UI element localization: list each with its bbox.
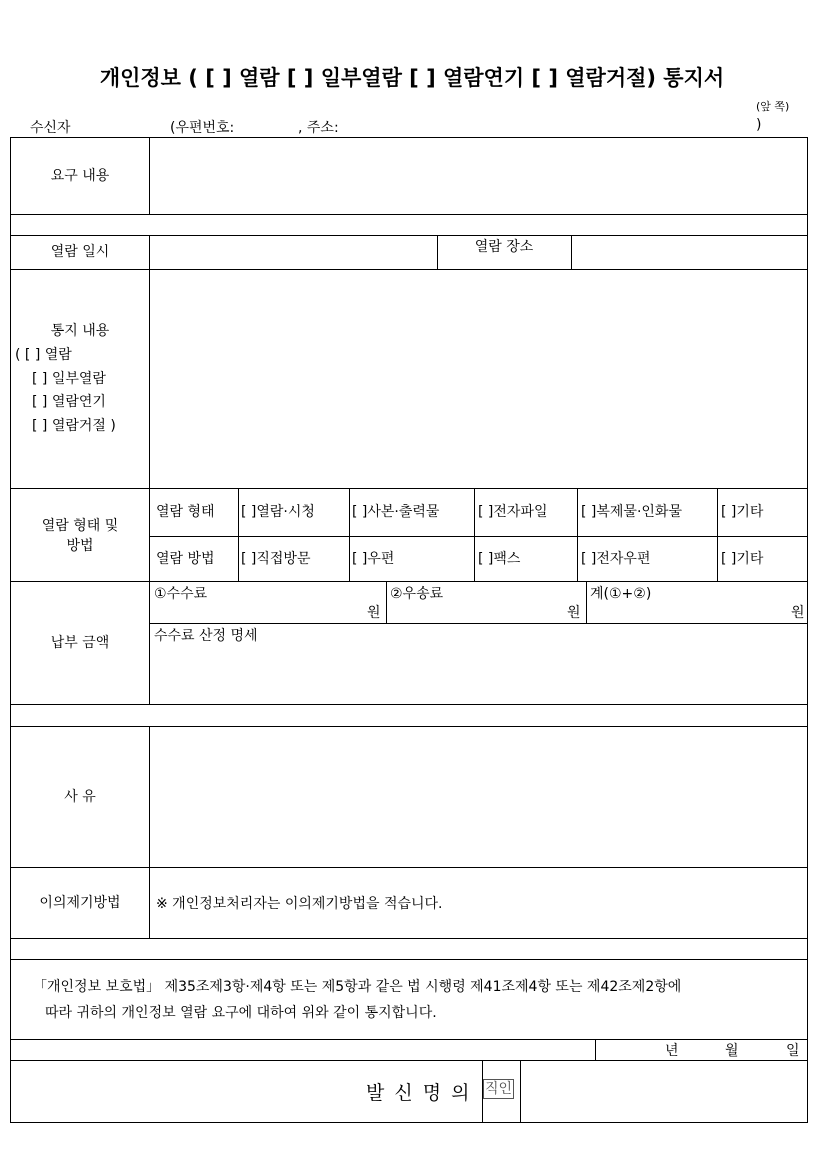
postal-code-label: (우편번호: [170, 120, 235, 136]
fee-detail-field[interactable] [150, 643, 806, 703]
form-option-duplicate[interactable]: [ ]복제물·인화물 [581, 504, 682, 520]
date-month: 월 [725, 1043, 739, 1059]
method-option-visit[interactable]: [ ]직접방문 [241, 551, 311, 567]
method-option-mail[interactable]: [ ]우편 [352, 551, 395, 567]
document-title: 개인정보 ( [ ] 열람 [ ] 일부열람 [ ] 열람연기 [ ] 열람거절) 통지서 [99, 66, 725, 90]
divider [149, 536, 807, 537]
divider [11, 959, 807, 960]
date-day: 일 [786, 1043, 800, 1059]
legal-notice-line1: 「개인정보 보호법」 제35조제3항·제4항 또는 제5항과 같은 법 시행령 제41조제4항 또는 제42조제2항에 [33, 979, 682, 995]
payment-amount-label: 납부 금액 [50, 634, 110, 651]
reason-label: 사 유 [64, 788, 96, 805]
form-option-other[interactable]: [ ]기타 [721, 504, 764, 520]
form-method-label-line2: 방법 [66, 538, 94, 554]
viewing-method-label: 열람 방법 [156, 551, 215, 567]
total-won-unit: 원 [791, 605, 805, 621]
total-label: 계(①+②) [590, 586, 652, 602]
notice-content-field[interactable] [150, 269, 806, 488]
objection-method-text: ※ 개인정보처리자는 이의제기방법을 적습니다. [156, 896, 443, 912]
divider [238, 488, 239, 581]
divider [11, 704, 807, 705]
form-option-view[interactable]: [ ]열람·시청 [241, 504, 315, 520]
divider [149, 623, 807, 624]
divider [349, 488, 350, 581]
address-label: , 주소: [298, 120, 339, 136]
viewing-date-label: 열람 일시 [50, 244, 110, 260]
date-year: 년 [665, 1043, 679, 1059]
sender-name-label: 발 신 명 의 [366, 1082, 472, 1104]
viewing-form-label: 열람 형태 [156, 504, 215, 520]
notice-form [10, 137, 808, 1123]
objection-method-label: 이의제기방법 [39, 894, 121, 911]
official-seal: 직인 [485, 1081, 513, 1097]
fee-label: ①수수료 [154, 586, 208, 602]
divider [474, 488, 475, 581]
postage-label: ②우송료 [390, 586, 444, 602]
divider [11, 1039, 807, 1040]
notice-option-view: ( [ ] 열람 [15, 347, 72, 363]
recipient-label: 수신자 [30, 120, 71, 136]
notice-option-refuse: [ ] 열람거절 ) [32, 418, 116, 434]
divider [717, 488, 718, 581]
notice-content-label: 통지 내용 [50, 323, 110, 339]
postage-won-unit: 원 [567, 605, 581, 621]
divider [11, 488, 807, 489]
divider [386, 581, 387, 623]
form-option-copy[interactable]: [ ]사본·출력물 [352, 504, 440, 520]
divider [586, 581, 587, 623]
viewing-place-label: 열람 장소 [474, 239, 534, 255]
divider [11, 938, 807, 939]
method-option-email[interactable]: [ ]전자우편 [581, 551, 651, 567]
form-method-label-line1: 열람 형태 및 [41, 518, 119, 534]
divider [577, 488, 578, 581]
legal-notice-line2: 따라 귀하의 개인정보 열람 요구에 대하여 위와 같이 통지합니다. [45, 1005, 437, 1021]
divider [11, 214, 807, 215]
request-content-field[interactable] [150, 138, 806, 214]
notice-option-partial: [ ] 일부열람 [32, 371, 106, 387]
sender-field[interactable] [521, 1060, 807, 1123]
method-option-fax[interactable]: [ ]팩스 [478, 551, 521, 567]
reason-field[interactable] [150, 726, 806, 867]
viewing-place-field[interactable] [572, 235, 806, 269]
fee-detail-label: 수수료 산정 명세 [154, 628, 258, 644]
viewing-date-field[interactable] [150, 235, 436, 269]
request-content-label: 요구 내용 [50, 168, 110, 184]
method-option-other[interactable]: [ ]기타 [721, 551, 764, 567]
fee-won-unit: 원 [367, 605, 381, 621]
form-option-electronic[interactable]: [ ]전자파일 [478, 504, 548, 520]
page-side-note: (앞 쪽) [756, 100, 790, 113]
notice-option-postpone: [ ] 열람연기 [32, 394, 106, 410]
recipient-close-paren: ) [756, 117, 762, 133]
divider [595, 1039, 596, 1060]
